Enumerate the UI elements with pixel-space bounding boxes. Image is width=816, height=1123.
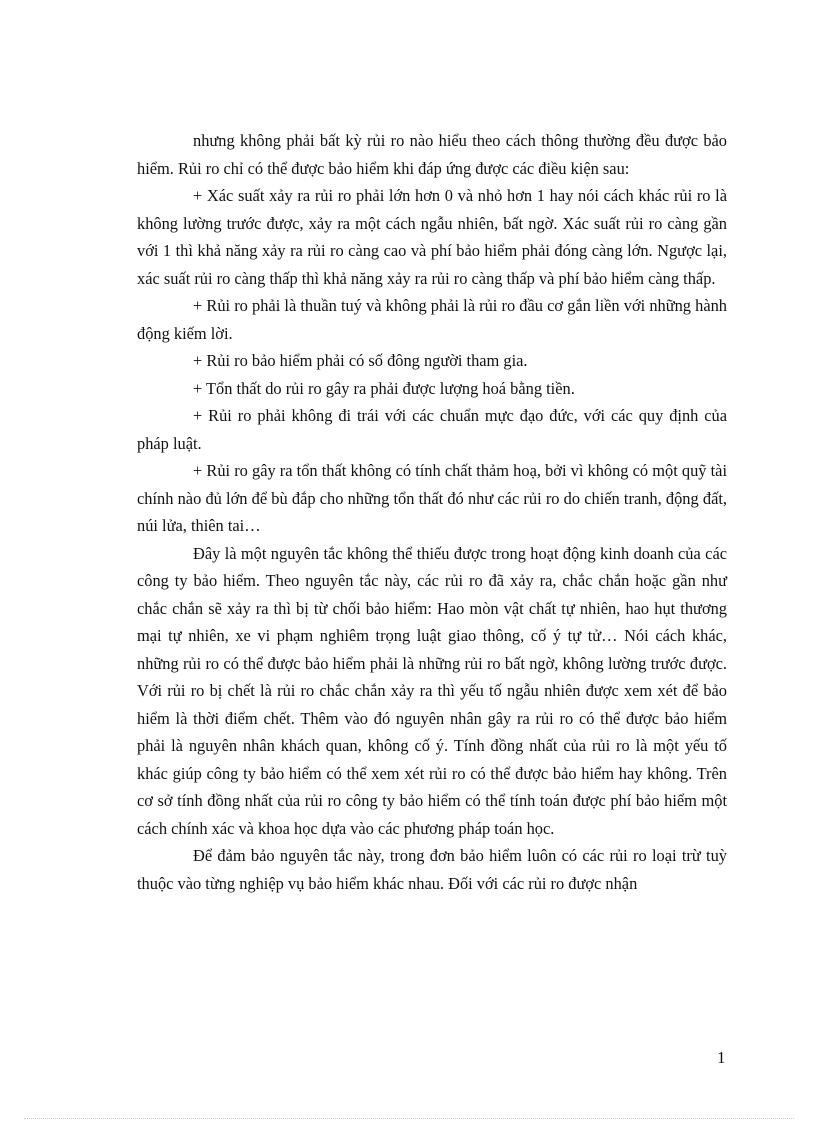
paragraph-no-catastrophe-condition: + Rủi ro gây ra tổn thất không có tính chất thảm hoạ, bởi vì không có một quỹ tài chính nào đủ lớn để bù đắp cho những tổn thất đó như các rủi ro do chiến tranh, động đất, núi lửa, thiên tai…	[137, 461, 727, 535]
paragraph-ethics-law-condition: + Rủi ro phải không đi trái với các chuẩn mực đạo đức, với các quy định của pháp luật.	[137, 406, 727, 453]
paragraph-principle-explanation: Đây là một nguyên tắc không thể thiếu được trong hoạt động kinh doanh của các công ty bảo hiểm. Theo nguyên tắc này, các rủi ro đã xảy ra, chắc chắn hoặc gần như chắc chắn sẽ xảy ra thì bị từ chối bảo hiểm: Hao mòn vật chất tự nhiên, hao hụt thương mại tự nhiên, xe vi phạm nghiêm trọng luật giao thông, cố ý tự tử… Nói cách khác, những rủi ro có thể được bảo hiểm phải là những rủi ro bất ngờ, không lường trước được. Với rủi ro bị chết là rủi ro chắc chắn xảy ra thì yếu tố ngẫu nhiên được xem xét để bảo hiểm là thời điểm chết. Thêm vào đó nguyên nhân gây ra rủi ro có thể được bảo hiểm phải là nguyên nhân khách quan, không cố ý. Tính đồng nhất của rủi ro là một yếu tố khác giúp công ty bảo hiểm có thể xem xét rủi ro có thể được bảo hiểm hay không. Trên cơ sở tính đồng nhất của rủi ro công ty bảo hiểm có thể tính toán được phí bảo hiểm một cách chính xác và khoa học dựa vào các phương pháp toán học.	[137, 543, 727, 838]
page-bottom-divider	[24, 1118, 794, 1119]
paragraph-exclusions: Để đảm bảo nguyên tắc này, trong đơn bảo hiểm luôn có các rủi ro loại trừ tuỳ thuộc vào từng nghiệp vụ bảo hiểm khác nhau. Đối với các rủi ro được nhận	[137, 846, 727, 893]
paragraph-insurable-conditions-intro: nhưng không phải bất kỳ rủi ro nào hiểu theo cách thông thường đều được bảo hiểm. Rủi ro chỉ có thể được bảo hiểm khi đáp ứng được các điều kiện sau:	[137, 131, 727, 178]
paragraph-probability-condition: + Xác suất xảy ra rủi ro phải lớn hơn 0 và nhỏ hơn 1 hay nói cách khác rủi ro là không lường trước được, xảy ra một cách ngẫu nhiên, bất ngờ. Xác suất rủi ro càng gần với 1 thì khả năng xảy ra rủi ro càng cao và phí bảo hiểm phải đóng càng lớn. Ngược lại, xác suất rủi ro càng thấp thì khả năng xảy ra rủi ro càng thấp và phí bảo hiểm càng thấp.	[137, 186, 727, 288]
paragraph-quantifiable-loss-condition: + Tổn thất do rủi ro gây ra phải được lượng hoá bằng tiền.	[193, 378, 575, 398]
page-number: 1	[717, 1048, 726, 1067]
paragraph-pure-risk-condition: + Rủi ro phải là thuần tuý và không phải là rủi ro đầu cơ gắn liền với những hành động kiếm lời.	[137, 296, 727, 343]
paragraph-many-participants-condition: + Rủi ro bảo hiểm phải có số đông người tham gia.	[193, 351, 528, 370]
body-text	[137, 127, 727, 897]
